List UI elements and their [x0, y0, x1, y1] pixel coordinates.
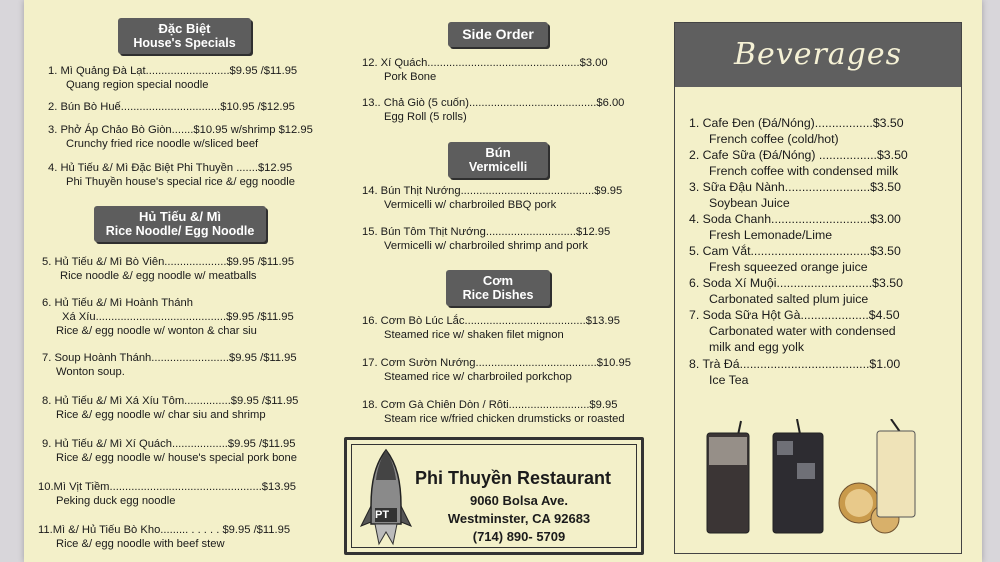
menu-item: 7. Soup Hoành Thánh.........................$9.95 /$11.95 Wonton soup.	[42, 352, 297, 378]
menu-item: 1. Mì Quảng Đà Lạt...........................$9.95 /$11.95 Quang region special noodle	[48, 65, 298, 91]
menu-item: 8. Hủ Tiếu &/ Mì Xá Xíu Tôm...............$9.95 /$11.95 Rice &/ egg noodle w/ char siu and shrimp	[42, 395, 299, 421]
beverage-item: 8. Trà Đá......................................$1.00 Ice Tea	[689, 357, 901, 387]
section-header-bun	[448, 142, 548, 178]
beverages-box	[674, 22, 962, 554]
beverage-item: 4. Soda Chanh.............................$3.00 Fresh Lemonade/Lime	[689, 212, 901, 242]
section-title-vn: Hủ Tiếu &/ Mì	[138, 209, 222, 224]
beverage-item: 3. Sữa Đậu Nành.........................$3.50 Soybean Juice	[689, 180, 901, 210]
section-title: Side Order	[462, 26, 534, 42]
logo-letters: PT	[375, 509, 390, 521]
menu-item: 4. Hủ Tiếu &/ Mì Đặc Biệt Phi Thuyền .......$12.95 Phi Thuyền house's special rice &/ egg noodle	[48, 162, 295, 188]
menu-item: 9. Hủ Tiếu &/ Mì Xí Quách..................$9.95 /$11.95 Rice &/ egg noodle w/ house's special pork bone	[42, 438, 297, 464]
menu-item: 16. Cơm Bò Lúc Lắc.......................................$13.95 Steamed rice w/ shaken filet mignon	[362, 315, 620, 341]
menu-item: 3. Phở Áp Chảo Bò Giòn.......$10.95 w/shrimp $12.95 Crunchy fried rice noodle w/sliced beef	[48, 124, 313, 150]
restaurant-info-box	[344, 437, 644, 555]
restaurant-address: 9060 Bolsa Ave.	[469, 493, 569, 508]
menu-item: 15. Bún Tôm Thịt Nướng.............................$12.95 Vermicelli w/ charbroiled shrimp and pork	[362, 226, 611, 252]
menu-item: 18. Cơm Gà Chiên Dòn / Rôti..........................$9.95 Steam rice w/fried chicken drumsticks or roasted	[362, 399, 625, 425]
beverage-item: 5. Cam Vắt...................................$3.50 Fresh squeezed orange juice	[689, 244, 901, 274]
beverage-item: 7. Soda Sữa Hột Gà....................$4.50 Carbonated water with condensed milk and egg yolk	[689, 308, 900, 354]
menu-item: 11.Mì &/ Hủ Tiếu Bò Kho......... . . . . . $9.95 /$11.95 Rice &/ egg noodle with beef stew	[38, 524, 291, 550]
section-title-en: Rice Dishes	[462, 288, 534, 302]
section-title-en: Vermicelli	[468, 160, 528, 174]
section-title-vn: Bún	[485, 145, 511, 160]
menu-item: 5. Hủ Tiếu &/ Mì Bò Viên....................$9.95 /$11.95 Rice noodle &/ egg noodle w/ meatballs	[42, 256, 295, 282]
drinks-illustration-icon	[699, 419, 939, 539]
section-header-noodles	[94, 206, 266, 242]
menu-item: 2. Bún Bò Huế................................$10.95 /$12.95	[48, 101, 295, 113]
section-header-side	[448, 22, 548, 47]
section-title-vn: Cơm	[482, 273, 514, 288]
section-header-specials	[118, 18, 251, 54]
section-title-en: Rice Noodle/ Egg Noodle	[105, 224, 255, 238]
section-header-com	[446, 270, 550, 306]
beverage-item: 2. Cafe Sữa (Đá/Nóng) .................$3.50 French coffee with condensed milk	[689, 148, 908, 178]
restaurant-phone: (714) 890- 5709	[472, 529, 566, 544]
menu-item: 6. Hủ Tiếu &/ Mì Hoành Thánh Xá Xíu..........................................$9.95 /$11.95 Rice &/ egg noodle w/ wonton & char siu	[42, 297, 294, 337]
section-title-vn: Đặc Biệt	[158, 21, 211, 36]
beverages-title: Beverages	[675, 23, 961, 87]
menu-item: 10.Mì Vịt Tiềm.................................................$13.95 Peking duck egg noodle	[38, 481, 297, 507]
restaurant-city: Westminster, CA 92683	[447, 511, 591, 526]
menu-item: 17. Cơm Sườn Nướng.......................................$10.95 Steamed rice w/ charbroiled porkchop	[362, 357, 631, 383]
beverage-item: 6. Soda Xí Muội............................$3.50 Carbonated salted plum juice	[689, 276, 903, 306]
section-title-en: House's Specials	[133, 36, 236, 50]
menu-paper	[24, 0, 982, 562]
restaurant-name: Phi Thuyền Restaurant	[415, 468, 612, 488]
beverage-item: 1. Cafe Đen (Đá/Nóng).................$3.50 French coffee (cold/hot)	[689, 116, 904, 146]
rocket-logo-icon	[357, 446, 415, 550]
menu-item: 12. Xí Quách.................................................$3.00 Pork Bone	[362, 57, 608, 83]
menu-item: 13.. Chả Giò (5 cuốn).........................................$6.00 Egg Roll (5 rolls)	[362, 97, 625, 123]
menu-item: 14. Bún Thịt Nướng...........................................$9.95 Vermicelli w/ charbroiled BBQ pork	[362, 185, 623, 211]
